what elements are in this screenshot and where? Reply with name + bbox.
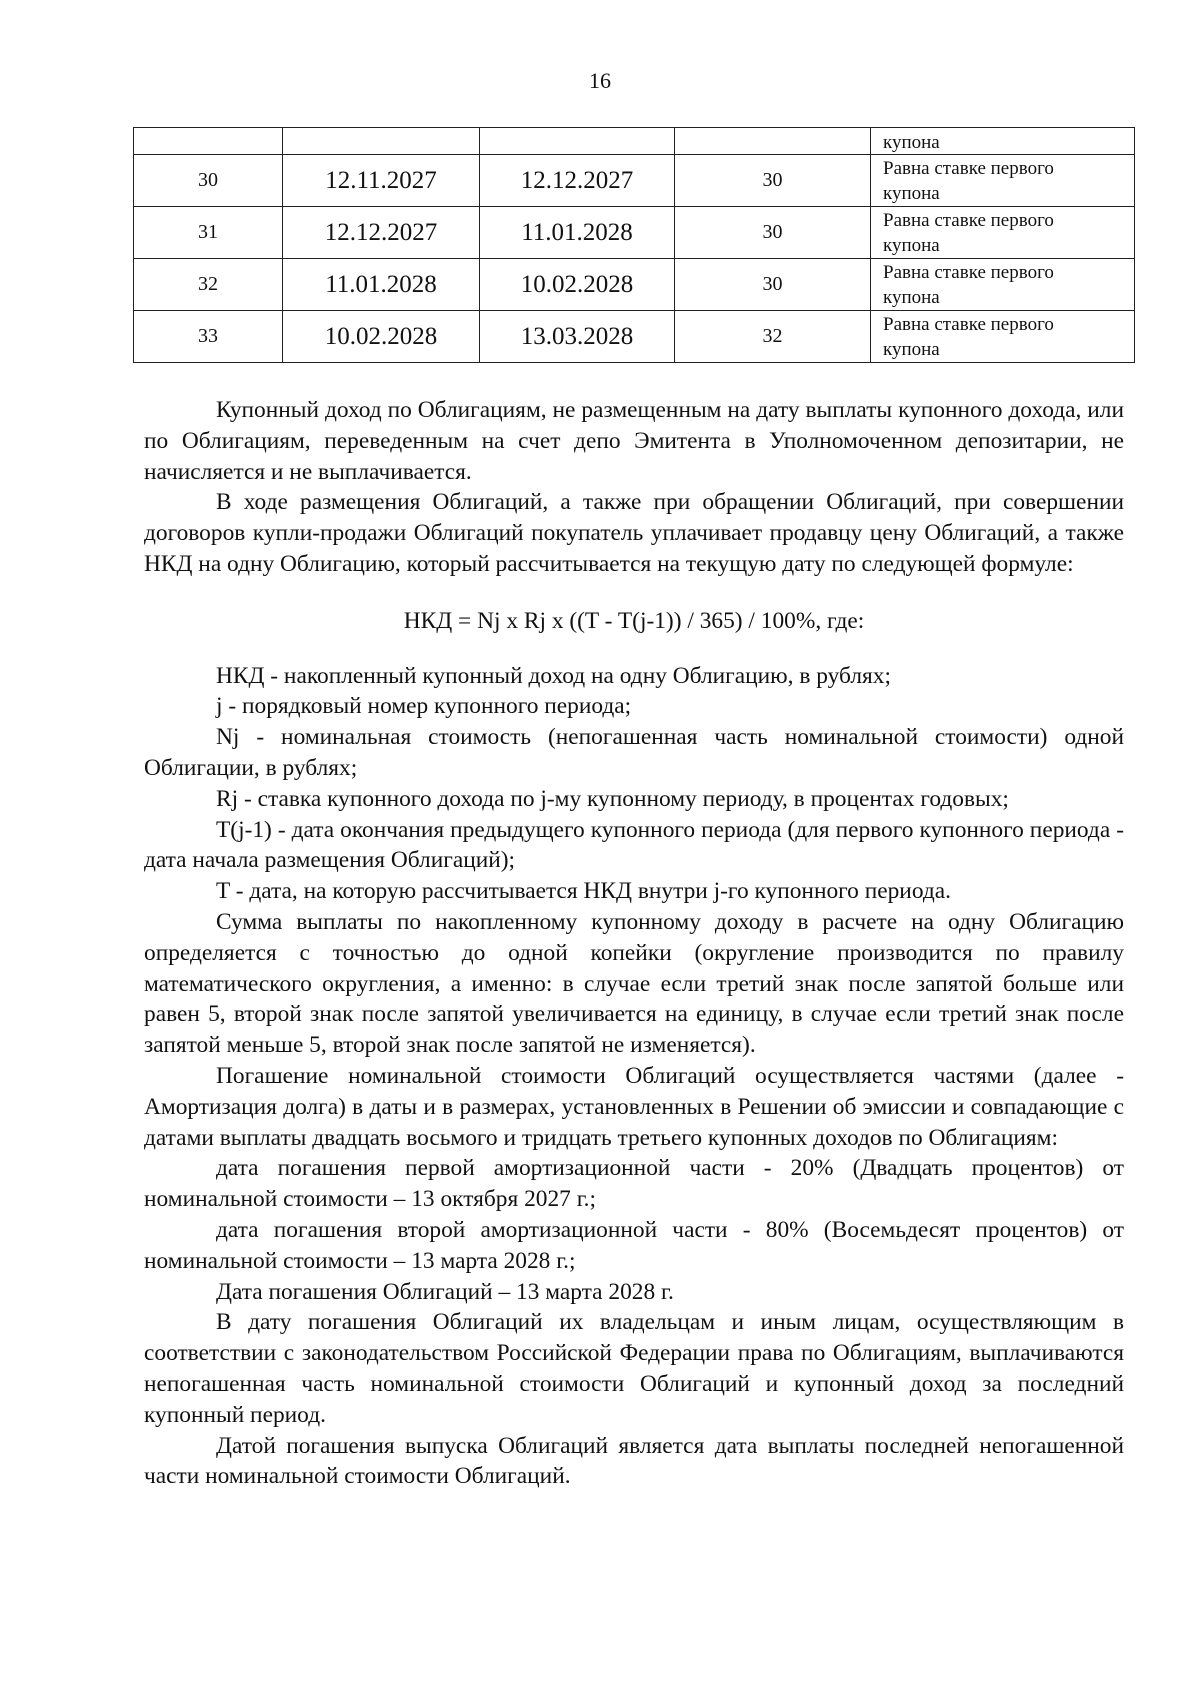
paragraph-maturity-date: Дата погашения Облигаций – 13 марта 2028 г. xyxy=(216,1278,674,1305)
coupon-rate-line: Равна ставке первого xyxy=(883,261,1054,283)
coupon-number-cell: 31 xyxy=(134,207,283,259)
table-row xyxy=(134,259,1135,311)
coupon-rate-line: купона xyxy=(883,234,940,256)
period-end-cell: 10.02.2028 xyxy=(480,259,675,311)
table-row xyxy=(134,311,1135,363)
coupon-rate-line: Равна ставке первого xyxy=(883,157,1054,179)
table-row xyxy=(134,128,1135,155)
period-start-cell: 10.02.2028 xyxy=(283,311,480,363)
period-days-cell: 32 xyxy=(675,311,871,363)
coupon-rate-cell xyxy=(871,311,1135,363)
period-days-cell: 30 xyxy=(675,155,871,207)
table-cell xyxy=(134,128,283,155)
table-cell xyxy=(283,128,480,155)
coupon-number-cell: 30 xyxy=(134,155,283,207)
definition-tj: T(j-1) - дата окончания предыдущего купонного периода (для первого купонного периода - дата начала размещения Облигаций); xyxy=(144,816,1124,874)
paragraph-second-amortization: дата погашения второй амортизационной части - 80% (Восемьдесят процентов) от номинальной стоимости – 13 марта 2028 г.; xyxy=(144,1216,1124,1274)
table-cell xyxy=(480,128,675,155)
definition-rj: Rj - ставка купонного дохода по j-му купонному периоду, в процентах годовых; xyxy=(216,785,1009,812)
period-start-cell: 12.11.2027 xyxy=(283,155,480,207)
paragraph-unplaced-bonds: Купонный доход по Облигациям, не размещенным на дату выплаты купонного дохода, или по Облигациям, переведенным на счет депо Эмитента в Уполномоченном депозитарии, не начисляется и не выплачивается. xyxy=(144,397,1124,485)
definition-nj: Nj - номинальная стоимость (непогашенная часть номинальной стоимости) одной Облигации, в рублях; xyxy=(144,724,1124,781)
coupon-rate-cell: купона xyxy=(871,128,1135,155)
coupon-rate-cell xyxy=(871,155,1135,207)
coupon-schedule-table xyxy=(133,127,1135,363)
coupon-rate-cell xyxy=(871,207,1135,259)
period-end-cell: 11.01.2028 xyxy=(480,207,675,259)
period-end-cell: 13.03.2028 xyxy=(480,311,675,363)
coupon-rate-line: Равна ставке первого xyxy=(883,209,1054,231)
definition-t: T - дата, на которую рассчитывается НКД внутри j-го купонного периода. xyxy=(216,878,951,905)
period-days-cell: 30 xyxy=(675,207,871,259)
nkd-formula: НКД = Nj x Rj x ((T - T(j-1)) / 365) / 100%, где: xyxy=(403,607,865,634)
document-body xyxy=(144,395,1124,1492)
paragraph-nkd-intro: В ходе размещения Облигаций, а также при обращении Облигаций, при совершении договоров купли-продажи Облигаций покупатель уплачивает продавцу цену Облигаций, а также НКД на одну Облигацию, который рассчитывается на текущую дату по следующей формуле: xyxy=(144,489,1124,577)
coupon-number-cell: 32 xyxy=(134,259,283,311)
coupon-rate-line: купона xyxy=(883,338,940,360)
table-row xyxy=(134,207,1135,259)
period-start-cell: 11.01.2028 xyxy=(283,259,480,311)
definition-nkd: НКД - накопленный купонный доход на одну Облигацию, в рублях; xyxy=(216,662,891,689)
table-cell xyxy=(675,128,871,155)
paragraph-rounding: Сумма выплаты по накопленному купонному доходу в расчете на одну Облигацию определяется с точностью до одной копейки (округление производится по правилу математического округления, а именно: в случае если третий знак после запятой больше или равен 5, второй знак после запятой увеличивается на единицу, в случае если третий знак после запятой меньше 5, второй знак после запятой не изменяется). xyxy=(144,908,1124,1059)
coupon-rate-line: Равна ставке первого xyxy=(883,313,1054,335)
table-row xyxy=(134,155,1135,207)
coupon-number-cell: 33 xyxy=(134,311,283,363)
paragraph-first-amortization: дата погашения первой амортизационной части - 20% (Двадцать процентов) от номинальной стоимости – 13 октября 2027 г.; xyxy=(144,1155,1124,1213)
period-end-cell: 12.12.2027 xyxy=(480,155,675,207)
paragraph-payout: В дату погашения Облигаций их владельцам и иным лицам, осуществляющим в соответствии с законодательством Российской Федерации права по Облигациям, выплачиваются непогашенная часть номинальной стоимости Облигаций и купонный доход за последний купонный период. xyxy=(144,1309,1124,1428)
period-start-cell: 12.12.2027 xyxy=(283,207,480,259)
paragraph-redemption-definition: Датой погашения выпуска Облигаций является дата выплаты последней непогашенной части номинальной стоимости Облигаций. xyxy=(144,1432,1124,1490)
coupon-rate-line: купона xyxy=(883,286,940,308)
coupon-rate-cell xyxy=(871,259,1135,311)
paragraph-amortization: Погашение номинальной стоимости Облигаций осуществляется частями (далее - Амортизация долга) в даты и в размерах, установленных в Решении об эмиссии и совпадающие с датами выплаты двадцать восьмого и тридцать третьего купонных доходов по Облигациям: xyxy=(144,1062,1124,1151)
page-number: 16 xyxy=(589,68,611,93)
definition-j: j - порядковый номер купонного периода; xyxy=(216,693,632,720)
coupon-rate-line: купона xyxy=(883,182,940,204)
period-days-cell: 30 xyxy=(675,259,871,311)
